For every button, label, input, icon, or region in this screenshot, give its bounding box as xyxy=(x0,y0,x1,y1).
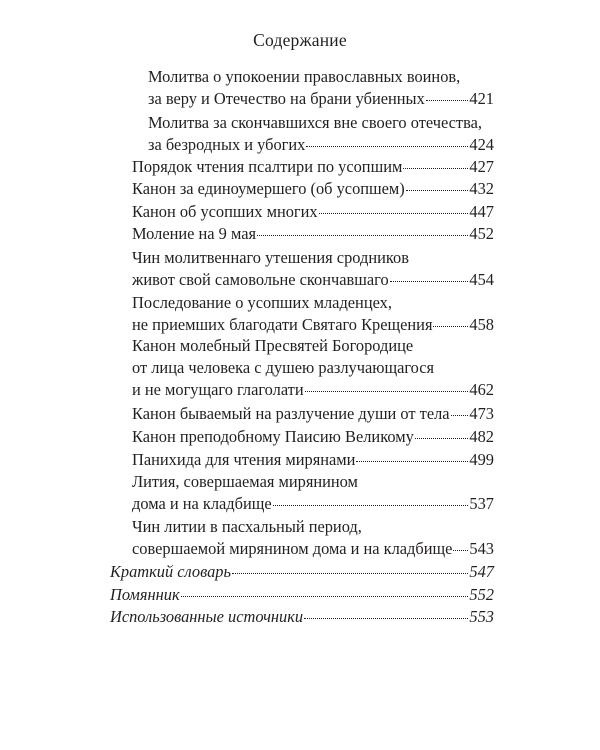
toc-entry-title-line: живот свой самовольне скончавшаго xyxy=(132,270,389,289)
toc-entry-page-number: 447 xyxy=(469,202,494,221)
toc-entry-title-line: Помянник xyxy=(110,585,180,604)
toc-entry-page-number: 427 xyxy=(469,157,494,176)
toc-entry[interactable] xyxy=(132,201,494,223)
toc-entry-page-number: 473 xyxy=(469,404,494,423)
toc-entry[interactable] xyxy=(132,178,494,200)
toc-entry-title-line: Молитва за скончавшихся вне своего отечества, xyxy=(148,113,482,132)
dot-leader xyxy=(403,167,468,169)
dot-leader xyxy=(304,617,468,619)
toc-entry-title-line: и не могущаго глаголати xyxy=(132,380,304,399)
toc-entry-title-line: Канон за единоумершего (об усопшем) xyxy=(132,179,405,198)
toc-entry[interactable] xyxy=(132,449,494,471)
toc-entry-page-number: 553 xyxy=(469,607,494,626)
toc-entry-title-line: Чин молитвеннаго утешения сродников xyxy=(132,248,409,267)
dot-leader xyxy=(415,437,469,439)
toc-entry-title-line: Чин литии в пасхальный период, xyxy=(132,517,362,536)
toc-entry[interactable] xyxy=(148,112,494,156)
toc-entry-title-line: Канон бываемый на разлучение души от тела xyxy=(132,404,450,423)
toc-entry-page-number: 424 xyxy=(469,135,494,154)
toc-entry[interactable] xyxy=(132,426,494,448)
toc-entry-title-line: Молитва о упокоении православных воинов, xyxy=(148,67,461,86)
toc-entry-page-number: 432 xyxy=(469,179,494,198)
dot-leader xyxy=(306,145,468,147)
toc-entry-title-line: Моление на 9 мая xyxy=(132,224,257,243)
toc-entry-page-number: 454 xyxy=(469,270,494,289)
dot-leader xyxy=(453,549,468,551)
toc-entry-title-line: Порядок чтения псалтири по усопшим xyxy=(132,157,403,176)
dot-leader xyxy=(356,460,468,462)
toc-entry-title-line: Использованные источники xyxy=(110,607,304,626)
toc-entry-title-line: за веру и Отечество на брани убиенных xyxy=(148,89,425,108)
dot-leader xyxy=(451,414,469,416)
toc-entry-page-number: 452 xyxy=(469,224,494,243)
toc-entry-page-number: 552 xyxy=(469,585,494,604)
toc-entry-page-number: 543 xyxy=(469,539,494,558)
toc-entry[interactable] xyxy=(132,471,494,515)
toc-entry-page-number: 482 xyxy=(469,427,494,446)
toc-entry[interactable] xyxy=(132,516,494,560)
toc-entry[interactable] xyxy=(110,561,494,583)
dot-leader xyxy=(426,99,469,101)
toc-entry-title-line: Лития, совершаемая мирянином xyxy=(132,472,358,491)
toc-entry-title-line: Панихида для чтения мирянами xyxy=(132,450,356,469)
toc-entry[interactable] xyxy=(132,223,494,245)
toc-entry-page-number: 499 xyxy=(469,450,494,469)
toc-entry-page-number: 458 xyxy=(469,315,494,334)
toc-entry-title-line: не приемших благодати Святаго Крещения xyxy=(132,315,433,334)
toc-entry-title-line: дома и на кладбище xyxy=(132,494,272,513)
dot-leader xyxy=(305,390,469,392)
toc-entry-title-line: за безродных и убогих xyxy=(148,135,306,154)
toc-entry[interactable] xyxy=(148,66,494,110)
toc-entry[interactable] xyxy=(132,335,494,401)
dot-leader xyxy=(406,189,469,191)
toc-entry[interactable] xyxy=(132,247,494,291)
toc-entry[interactable] xyxy=(110,606,494,628)
dot-leader xyxy=(433,325,468,327)
toc-entry-page-number: 537 xyxy=(469,494,494,513)
toc-entry-page-number: 462 xyxy=(469,380,494,399)
toc-entry-title-line: Канон молебный Пресвятей Богородице xyxy=(132,336,414,355)
toc-entry-page-number: 547 xyxy=(469,562,494,581)
dot-leader xyxy=(319,212,469,214)
dot-leader xyxy=(232,572,468,574)
toc-entry-title-line: совершаемой мирянином дома и на кладбище xyxy=(132,539,453,558)
dot-leader xyxy=(257,234,468,236)
toc-entry-title-line: Последование о усопших младенцех, xyxy=(132,293,392,312)
toc-entry-title-line: Краткий словарь xyxy=(110,562,231,581)
dot-leader xyxy=(390,280,469,282)
dot-leader xyxy=(273,504,469,506)
toc-entry-title-line: Канон об усопших многих xyxy=(132,202,318,221)
toc-entry[interactable] xyxy=(132,156,494,178)
toc-entry-page-number: 421 xyxy=(469,89,494,108)
toc-entry-title-line: Канон преподобному Паисию Великому xyxy=(132,427,414,446)
toc-entry[interactable] xyxy=(132,292,494,336)
toc-entry-title-line: от лица человека с душею разлучающагося xyxy=(132,358,435,377)
toc-entry[interactable] xyxy=(110,584,494,606)
page-title: Содержание xyxy=(253,30,347,50)
toc-entry[interactable] xyxy=(132,403,494,425)
dot-leader xyxy=(181,595,469,597)
